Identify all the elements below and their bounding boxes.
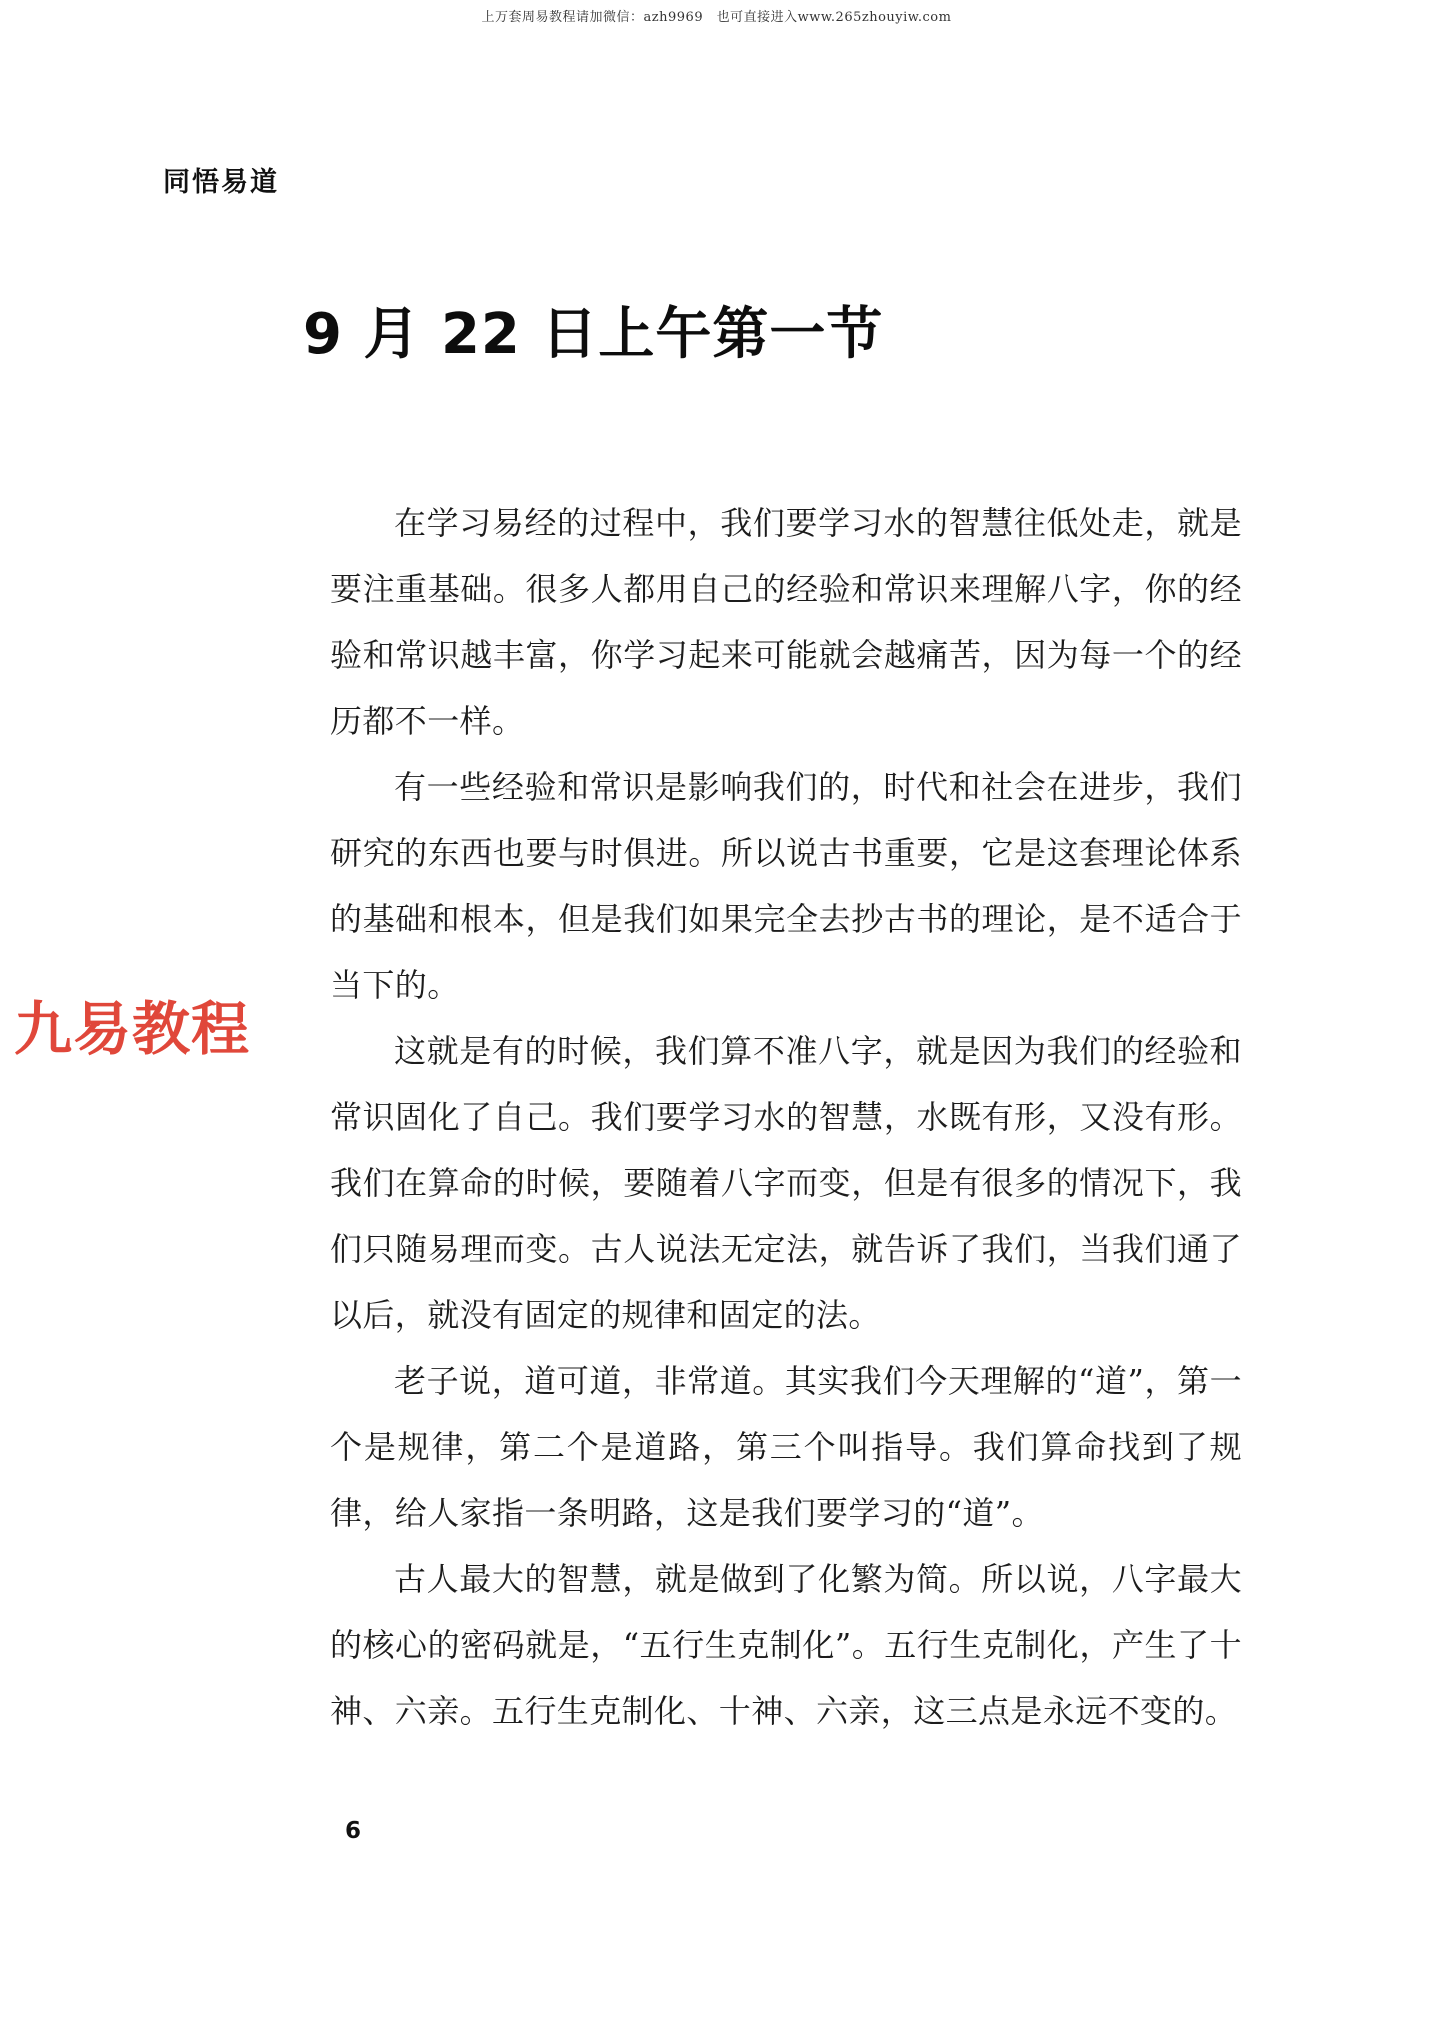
paragraph: 这就是有的时候，我们算不准八字，就是因为我们的经验和常识固化了自己。我们要学习水的智慧，水既有形，又没有形。我们在算命的时候，要随着八字而变，但是有很多的情况下，我们只随易理而变。古人说法无定法，就告诉了我们，当我们通了以后，就没有固定的规律和固定的法。 <box>330 1032 1242 1334</box>
running-head: 同悟易道 <box>163 167 279 198</box>
paragraph: 老子说，道可道，非常道。其实我们今天理解的“道”，第一个是规律，第二个是道路，第三个叫指导。我们算命找到了规律，给人家指一条明路，这是我们要学习的“道”。 <box>330 1362 1242 1532</box>
paragraph: 在学习易经的过程中，我们要学习水的智慧往低处走，就是要注重基础。很多人都用自己的经验和常识来理解八字，你的经验和常识越丰富，你学习起来可能就会越痛苦，因为每一个的经历都不一样。 <box>330 504 1242 740</box>
chapter-title: 9 月 22 日上午第一节 <box>303 302 884 367</box>
watermark-logo: 九易教程 <box>14 995 251 1063</box>
body-text <box>330 490 1242 1744</box>
top-banner: 上万套周易教程请加微信：azh9969 也可直接进入www.265zhouyiw.com <box>481 10 952 25</box>
paragraph: 有一些经验和常识是影响我们的，时代和社会在进步，我们研究的东西也要与时俱进。所以说古书重要，它是这套理论体系的基础和根本，但是我们如果完全去抄古书的理论，是不适合于当下的。 <box>330 768 1242 1004</box>
paragraph: 古人最大的智慧，就是做到了化繁为简。所以说，八字最大的核心的密码就是，“五行生克制化”。五行生克制化，产生了十神、六亲。五行生克制化、十神、六亲，这三点是永远不变的。 <box>330 1560 1242 1730</box>
page-number: 6 <box>345 1818 362 1844</box>
